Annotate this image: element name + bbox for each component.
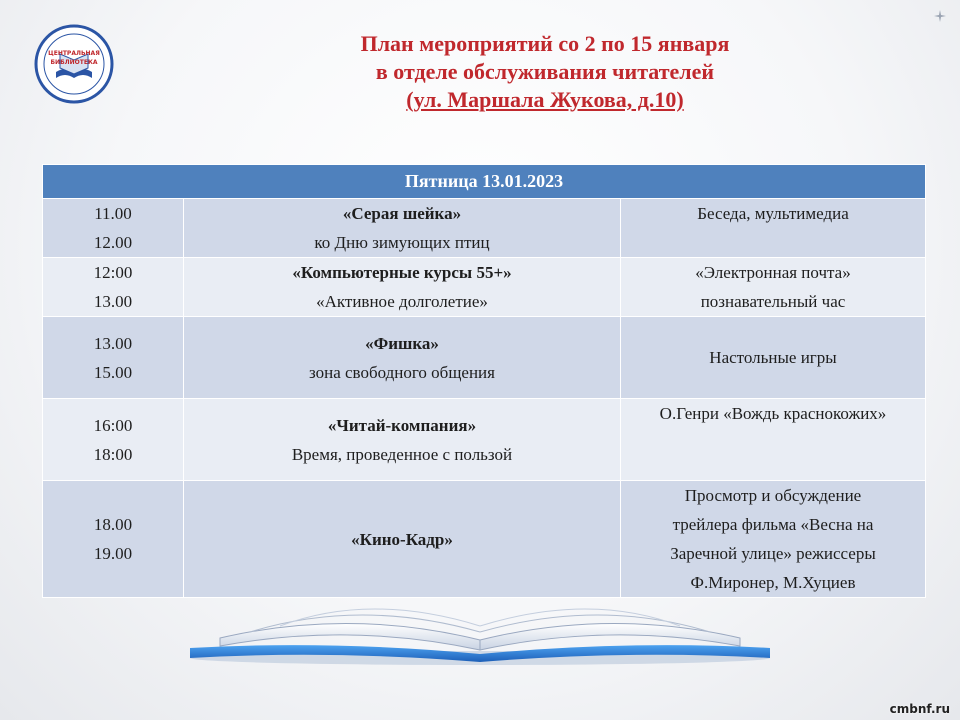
page-title <box>250 30 840 114</box>
title-line-3-address: (ул. Маршала Жукова, д.10) <box>406 87 684 112</box>
table-row <box>43 199 926 258</box>
event-subtitle: ко Дню зимующих птиц <box>314 233 490 252</box>
time-cell <box>43 317 184 399</box>
event-title: «Читай-компания» <box>327 415 477 435</box>
event-title: «Фишка» <box>365 333 439 353</box>
format-cell <box>621 199 926 258</box>
event-cell <box>184 199 621 258</box>
schedule-table <box>42 164 926 598</box>
open-book-icon <box>180 588 780 666</box>
format-cell <box>621 258 926 317</box>
event-subtitle: Время, проведенное с пользой <box>291 444 513 464</box>
table-header-date: Пятница 13.01.2023 <box>43 165 926 199</box>
table-row <box>43 258 926 317</box>
title-line-2: в отделе обслуживания читателей <box>375 59 715 84</box>
time-end: 12.00 <box>93 233 133 252</box>
table-row <box>43 399 926 481</box>
time-start: 16:00 <box>93 415 133 435</box>
title-line-1: План мероприятий со 2 по 15 января <box>360 31 730 56</box>
event-subtitle: зона свободного общения <box>309 362 495 382</box>
format-line: трейлера фильма «Весна на <box>672 515 874 534</box>
format-line: познавательный час <box>700 292 846 311</box>
time-cell <box>43 399 184 481</box>
time-cell <box>43 199 184 258</box>
table-row <box>43 481 926 598</box>
svg-text:БИБЛИОТЕКА: БИБЛИОТЕКА <box>50 59 98 66</box>
time-start: 12:00 <box>93 263 133 282</box>
format-cell <box>621 317 926 399</box>
svg-text:ЦЕНТРАЛЬНАЯ: ЦЕНТРАЛЬНАЯ <box>48 50 100 57</box>
library-logo-icon <box>34 24 114 104</box>
format-line: «Электронная почта» <box>695 263 851 282</box>
event-cell <box>184 317 621 399</box>
format-line: Беседа, мультимедиа <box>697 204 849 223</box>
time-start: 11.00 <box>94 204 132 223</box>
format-line: О.Генри «Вождь краснокожих» <box>659 404 887 423</box>
event-cell <box>184 258 621 317</box>
time-start: 18.00 <box>93 515 133 534</box>
time-cell <box>43 258 184 317</box>
event-cell <box>184 399 621 481</box>
time-end: 13.00 <box>93 292 133 311</box>
ornament-icon <box>934 10 946 22</box>
format-line: Просмотр и обсуждение <box>684 486 862 505</box>
format-line: Ф.Миронер, М.Хуциев <box>690 573 856 592</box>
event-title: «Кино-Кадр» <box>351 529 453 549</box>
time-end: 19.00 <box>93 544 133 563</box>
format-cell <box>621 481 926 598</box>
time-cell <box>43 481 184 598</box>
format-line: Заречной улице» режиссеры <box>670 544 876 563</box>
format-line: Настольные игры <box>709 348 837 367</box>
table-row <box>43 317 926 399</box>
event-title: «Компьютерные курсы 55+» <box>292 263 512 282</box>
event-subtitle: «Активное долголетие» <box>316 292 488 311</box>
event-cell <box>184 481 621 598</box>
watermark: cmbnf.ru <box>889 702 950 716</box>
time-start: 13.00 <box>93 333 133 353</box>
time-end: 18:00 <box>93 444 133 464</box>
event-title: «Серая шейка» <box>342 204 462 223</box>
time-end: 15.00 <box>93 362 133 382</box>
format-cell <box>621 399 926 481</box>
